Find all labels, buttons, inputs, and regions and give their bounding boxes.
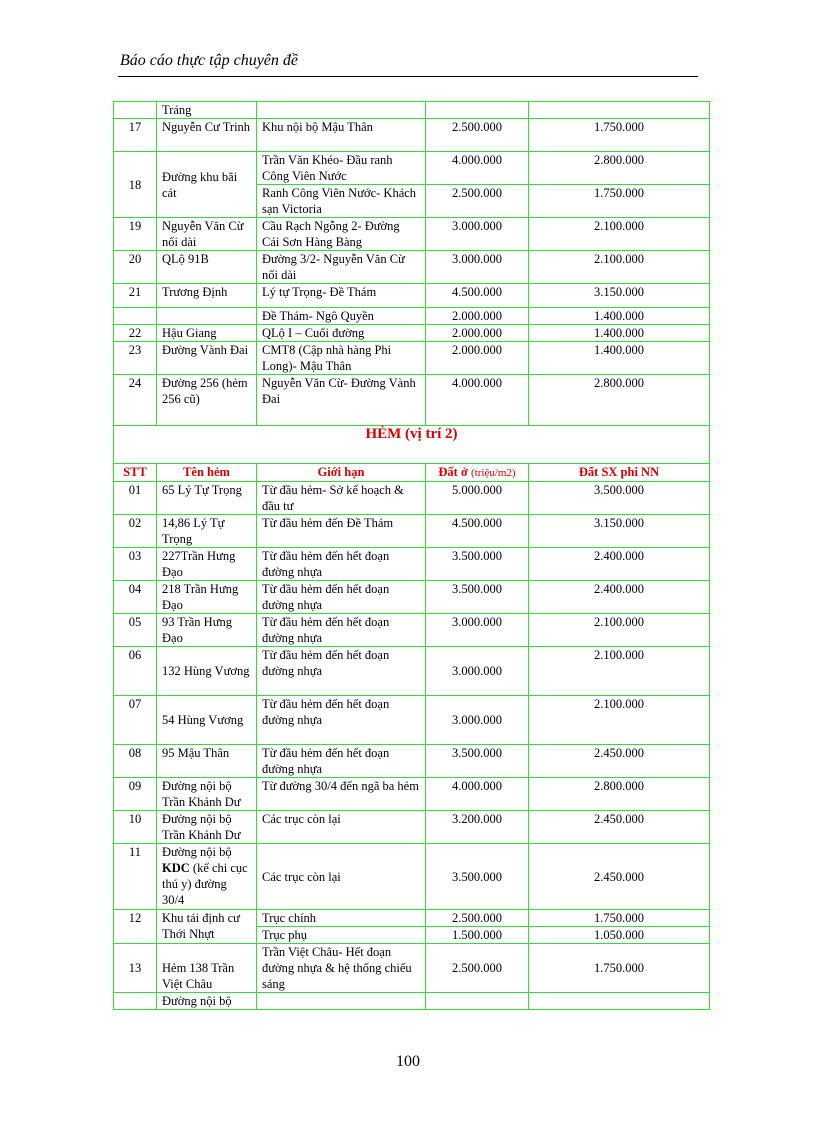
stt-cell bbox=[114, 102, 157, 119]
alley-name-cell: 95 Mậu Thân bbox=[157, 745, 257, 778]
production-price-cell: 2.400.000 bbox=[529, 548, 710, 581]
stt-cell: 07 bbox=[114, 696, 157, 745]
limit-cell: Cầu Rạch Ngỗng 2- Đường Cái Sơn Hàng Bàng bbox=[257, 218, 426, 251]
stt-cell: 05 bbox=[114, 614, 157, 647]
land-price-cell: 2.000.000 bbox=[426, 308, 529, 325]
stt-cell: 24 bbox=[114, 375, 157, 426]
stt-cell bbox=[114, 308, 157, 325]
production-price-cell: 2.100.000 bbox=[529, 251, 710, 284]
limit-cell: Từ đầu hẻm đến hết đoạn đường nhựa bbox=[257, 647, 426, 696]
stt-cell: 18 bbox=[114, 152, 157, 218]
alley-name-cell: Đường nội bộ Trần Khánh Dư bbox=[157, 811, 257, 844]
land-price-table bbox=[113, 101, 710, 1010]
limit-cell: Từ đầu hẻm đến hết đoạn đường nhựa bbox=[257, 745, 426, 778]
land-price-cell: 3.000.000 bbox=[426, 251, 529, 284]
alley-name-cell: 93 Trần Hưng Đạo bbox=[157, 614, 257, 647]
header-rule bbox=[118, 76, 698, 77]
land-price-cell: 2.500.000 bbox=[426, 119, 529, 152]
land-price-cell: 5.000.000 bbox=[426, 482, 529, 515]
stt-cell: 11 bbox=[114, 844, 157, 910]
land-price-cell: 4.500.000 bbox=[426, 515, 529, 548]
land-price-cell: 4.000.000 bbox=[426, 375, 529, 426]
header-production-price: Đất SX phi NN bbox=[529, 464, 710, 482]
production-price-cell: 3.150.000 bbox=[529, 515, 710, 548]
street-name-cell: Hậu Giang bbox=[157, 325, 257, 342]
land-price-cell: 3.000.000 bbox=[426, 696, 529, 745]
limit-cell: Đường 3/2- Nguyễn Văn Cừ nối dài bbox=[257, 251, 426, 284]
limit-cell: Đề Thám- Ngô Quyền bbox=[257, 308, 426, 325]
production-price-cell bbox=[529, 102, 710, 119]
table-row bbox=[114, 647, 710, 696]
header-land-unit: (triệu/m2) bbox=[471, 467, 516, 479]
land-price-cell: 3.500.000 bbox=[426, 745, 529, 778]
limit-cell: Từ đường 30/4 đến ngã ba hẻm bbox=[257, 778, 426, 811]
table-row bbox=[114, 515, 710, 548]
header-stt: STT bbox=[114, 464, 157, 482]
table-row bbox=[114, 218, 710, 251]
land-price-cell: 3.500.000 bbox=[426, 844, 529, 910]
limit-cell: Ranh Công Viên Nước- Khách sạn Victoria bbox=[257, 185, 426, 218]
land-price-cell bbox=[426, 993, 529, 1010]
limit-cell: Từ đầu hẻm đến Đề Thám bbox=[257, 515, 426, 548]
table-row bbox=[114, 778, 710, 811]
limit-cell: Từ đầu hẻm đến hết đoạn đường nhựa bbox=[257, 548, 426, 581]
land-price-cell: 3.000.000 bbox=[426, 614, 529, 647]
stt-cell: 10 bbox=[114, 811, 157, 844]
production-price-cell: 1.400.000 bbox=[529, 308, 710, 325]
limit-cell: Trục phụ bbox=[257, 927, 426, 944]
land-price-cell: 4.500.000 bbox=[426, 284, 529, 308]
header-row bbox=[114, 464, 710, 482]
alley-name-cell: 14,86 Lý Tự Trọng bbox=[157, 515, 257, 548]
street-name-cell: Đường 256 (hẻm 256 cũ) bbox=[157, 375, 257, 426]
section-title: HẺM (vị trí 2) bbox=[114, 426, 710, 464]
alley-name-cell: 54 Hùng Vương bbox=[157, 696, 257, 745]
production-price-cell: 2.100.000 bbox=[529, 696, 710, 745]
stt-cell: 06 bbox=[114, 647, 157, 696]
table-row bbox=[114, 910, 710, 927]
table-row bbox=[114, 308, 710, 325]
land-price-cell bbox=[426, 102, 529, 119]
table-row bbox=[114, 844, 710, 910]
limit-cell: Các trục còn lại bbox=[257, 811, 426, 844]
table-row bbox=[114, 251, 710, 284]
limit-cell: Nguyễn Văn Cừ- Đường Vành Đai bbox=[257, 375, 426, 426]
land-price-cell: 4.000.000 bbox=[426, 778, 529, 811]
page-number: 100 bbox=[396, 1053, 420, 1070]
stt-cell: 02 bbox=[114, 515, 157, 548]
table-row bbox=[114, 696, 710, 745]
limit-cell: Từ đầu hẻm đến hết đoạn đường nhựa bbox=[257, 581, 426, 614]
stt-cell: 23 bbox=[114, 342, 157, 375]
land-price-cell: 2.000.000 bbox=[426, 342, 529, 375]
stt-cell: 12 bbox=[114, 910, 157, 944]
alley-name-prefix: Đường nội bộ bbox=[162, 845, 232, 859]
production-price-cell: 1.050.000 bbox=[529, 927, 710, 944]
street-name-cell: QLộ 91B bbox=[157, 251, 257, 284]
limit-cell: Từ đầu hẻm đến hết đoạn đường nhựa bbox=[257, 614, 426, 647]
street-name-cell: Trương Định bbox=[157, 284, 257, 308]
table-row bbox=[114, 342, 710, 375]
alley-name-cell: Khu tái định cư Thới Nhựt bbox=[157, 910, 257, 944]
alley-name-bold: KDC bbox=[162, 861, 190, 875]
street-name-cell: Tráng bbox=[157, 102, 257, 119]
header-land-price bbox=[426, 464, 529, 482]
production-price-cell: 1.400.000 bbox=[529, 325, 710, 342]
land-price-cell: 2.500.000 bbox=[426, 944, 529, 993]
production-price-cell: 2.450.000 bbox=[529, 811, 710, 844]
alley-name-cell: 65 Lý Tự Trọng bbox=[157, 482, 257, 515]
table-row bbox=[114, 944, 710, 993]
land-price-cell: 2.500.000 bbox=[426, 910, 529, 927]
limit-cell: Từ đầu hẻm đến hết đoạn đường nhựa bbox=[257, 696, 426, 745]
production-price-cell: 2.800.000 bbox=[529, 152, 710, 185]
stt-cell: 22 bbox=[114, 325, 157, 342]
production-price-cell: 1.750.000 bbox=[529, 944, 710, 993]
stt-cell: 19 bbox=[114, 218, 157, 251]
production-price-cell: 2.100.000 bbox=[529, 218, 710, 251]
production-price-cell: 2.450.000 bbox=[529, 745, 710, 778]
header-land-label: Đất ở bbox=[438, 465, 468, 479]
stt-cell: 01 bbox=[114, 482, 157, 515]
table-row bbox=[114, 102, 710, 119]
alley-name-cell: Hẻm 138 Trần Việt Châu bbox=[157, 944, 257, 993]
land-price-cell: 3.000.000 bbox=[426, 218, 529, 251]
limit-cell: Lý tự Trọng- Đề Thám bbox=[257, 284, 426, 308]
land-price-cell: 1.500.000 bbox=[426, 927, 529, 944]
table-row bbox=[114, 482, 710, 515]
stt-cell: 04 bbox=[114, 581, 157, 614]
section-row bbox=[114, 426, 710, 464]
street-name-cell: Đường khu bãi cát bbox=[157, 152, 257, 218]
limit-cell: Khu nội bộ Mậu Thân bbox=[257, 119, 426, 152]
table-row bbox=[114, 548, 710, 581]
street-name-cell: Nguyễn Văn Cừ nối dài bbox=[157, 218, 257, 251]
land-price-cell: 3.000.000 bbox=[426, 647, 529, 696]
limit-cell bbox=[257, 102, 426, 119]
report-header-title: Báo cáo thực tập chuyên đề bbox=[120, 52, 298, 69]
land-price-cell: 2.000.000 bbox=[426, 325, 529, 342]
limit-cell: Các trục còn lại bbox=[257, 844, 426, 910]
street-name-cell: Đường Vành Đai bbox=[157, 342, 257, 375]
street-name-cell bbox=[157, 308, 257, 325]
table-row bbox=[114, 993, 710, 1010]
limit-cell: Từ đầu hẻm- Sở kế hoạch & đầu tư bbox=[257, 482, 426, 515]
limit-cell: QLộ I – Cuối đường bbox=[257, 325, 426, 342]
production-price-cell: 3.150.000 bbox=[529, 284, 710, 308]
table-row bbox=[114, 375, 710, 426]
limit-cell: Trần Việt Châu- Hết đoạn đường nhựa & hệ thống chiếu sáng bbox=[257, 944, 426, 993]
stt-cell: 21 bbox=[114, 284, 157, 308]
limit-cell: Trần Văn Khéo- Đầu ranh Công Viên Nước bbox=[257, 152, 426, 185]
production-price-cell: 2.400.000 bbox=[529, 581, 710, 614]
limit-cell: CMT8 (Cập nhà hàng Phi Long)- Mậu Thân bbox=[257, 342, 426, 375]
production-price-cell: 2.450.000 bbox=[529, 844, 710, 910]
table-row bbox=[114, 119, 710, 152]
alley-name-cell: Đường nội bộ bbox=[157, 993, 257, 1010]
land-price-cell: 4.000.000 bbox=[426, 152, 529, 185]
land-price-cell: 3.500.000 bbox=[426, 581, 529, 614]
alley-name-cell bbox=[157, 844, 257, 910]
limit-cell: Trục chính bbox=[257, 910, 426, 927]
stt-cell: 17 bbox=[114, 119, 157, 152]
land-price-cell: 3.500.000 bbox=[426, 548, 529, 581]
production-price-cell: 1.400.000 bbox=[529, 342, 710, 375]
table-row bbox=[114, 152, 710, 185]
stt-cell: 20 bbox=[114, 251, 157, 284]
production-price-cell: 2.100.000 bbox=[529, 647, 710, 696]
alley-name-suffix: (kể chi cục thú y) đường 30/4 bbox=[162, 861, 248, 907]
stt-cell: 13 bbox=[114, 944, 157, 993]
street-name-cell: Nguyễn Cư Trinh bbox=[157, 119, 257, 152]
land-price-cell: 2.500.000 bbox=[426, 185, 529, 218]
stt-cell: 09 bbox=[114, 778, 157, 811]
production-price-cell bbox=[529, 993, 710, 1010]
table-row bbox=[114, 811, 710, 844]
header-limit: Giới hạn bbox=[257, 464, 426, 482]
land-price-cell: 3.200.000 bbox=[426, 811, 529, 844]
table-row bbox=[114, 745, 710, 778]
table-row bbox=[114, 284, 710, 308]
table-row bbox=[114, 325, 710, 342]
production-price-cell: 1.750.000 bbox=[529, 119, 710, 152]
alley-name-cell: 218 Trần Hưng Đạo bbox=[157, 581, 257, 614]
limit-cell bbox=[257, 993, 426, 1010]
alley-name-cell: Đường nội bộ Trần Khánh Dư bbox=[157, 778, 257, 811]
production-price-cell: 2.800.000 bbox=[529, 778, 710, 811]
header-alley-name: Tên hẻm bbox=[157, 464, 257, 482]
stt-cell: 03 bbox=[114, 548, 157, 581]
table-row bbox=[114, 581, 710, 614]
production-price-cell: 2.100.000 bbox=[529, 614, 710, 647]
production-price-cell: 2.800.000 bbox=[529, 375, 710, 426]
production-price-cell: 1.750.000 bbox=[529, 185, 710, 218]
stt-cell: 08 bbox=[114, 745, 157, 778]
alley-name-cell: 227Trần Hưng Đạo bbox=[157, 548, 257, 581]
stt-cell bbox=[114, 993, 157, 1010]
table-row bbox=[114, 614, 710, 647]
production-price-cell: 3.500.000 bbox=[529, 482, 710, 515]
alley-name-cell: 132 Hùng Vương bbox=[157, 647, 257, 696]
production-price-cell: 1.750.000 bbox=[529, 910, 710, 927]
